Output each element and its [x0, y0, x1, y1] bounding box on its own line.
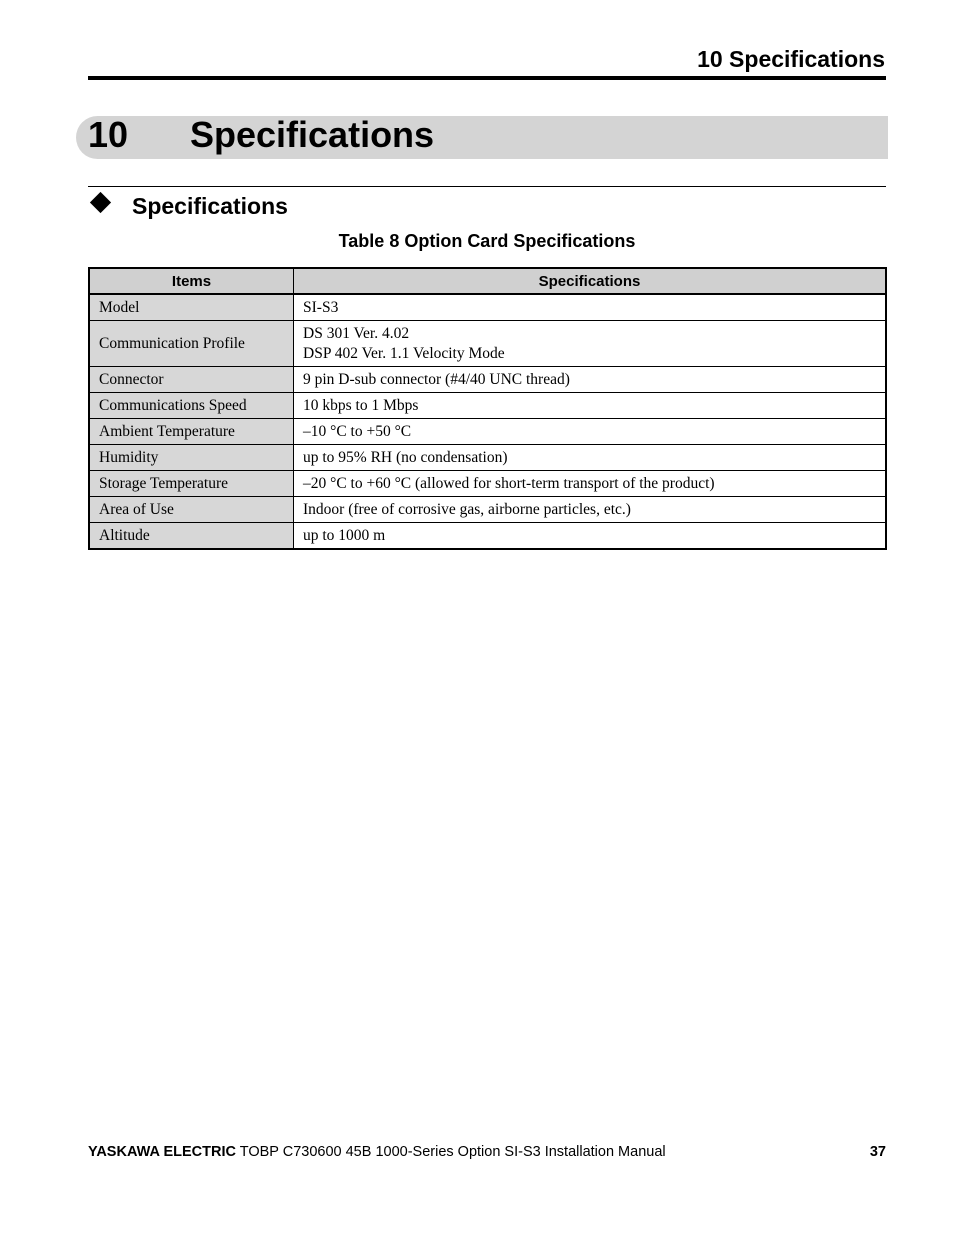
spec-line: DS 301 Ver. 4.02 [303, 325, 410, 342]
spec-line: 10 kbps to 1 Mbps [303, 397, 419, 414]
section-rule [88, 186, 886, 187]
row-item: Storage Temperature [89, 471, 294, 497]
table-row [89, 321, 886, 367]
row-item: Area of Use [89, 497, 294, 523]
row-item: Communication Profile [89, 321, 294, 367]
row-item: Model [89, 294, 294, 321]
table-row [89, 523, 886, 550]
running-header: 10 Specifications [697, 46, 885, 72]
row-spec [294, 294, 887, 321]
table-row [89, 497, 886, 523]
row-spec [294, 471, 887, 497]
table-row [89, 445, 886, 471]
table-row [89, 367, 886, 393]
footer-company: YASKAWA ELECTRIC [88, 1144, 236, 1160]
row-item: Ambient Temperature [89, 419, 294, 445]
header-items: Items [89, 268, 294, 294]
row-item: Altitude [89, 523, 294, 550]
table-caption: Table 8 Option Card Specifications [338, 231, 636, 251]
chapter-number: 10 [88, 114, 129, 155]
row-item: Communications Speed [89, 393, 294, 419]
spec-line: SI-S3 [303, 299, 339, 316]
table-header-row [89, 268, 886, 294]
row-spec [294, 497, 887, 523]
spec-line: Indoor (free of corrosive gas, airborne particles, etc.) [303, 501, 631, 518]
table-row [89, 471, 886, 497]
row-spec [294, 523, 887, 550]
spec-line: –20 °C to +60 °C (allowed for short-term transport of the product) [303, 475, 715, 492]
spec-line: up to 95% RH (no condensation) [303, 449, 508, 466]
table-row [89, 294, 886, 321]
header-specifications: Specifications [294, 268, 887, 294]
section-title: Specifications [132, 193, 288, 219]
row-spec [294, 367, 887, 393]
footer [88, 1142, 666, 1162]
header-rule [88, 76, 886, 80]
spec-line: 9 pin D-sub connector (#4/40 UNC thread) [303, 371, 570, 388]
specifications-table [88, 267, 887, 550]
chapter-title: Specifications [190, 114, 435, 155]
page-number: 37 [869, 1144, 886, 1160]
row-spec [294, 419, 887, 445]
row-spec [294, 445, 887, 471]
row-spec [294, 321, 887, 367]
footer-document: TOBP C730600 45B 1000-Series Option SI-S3 Installation Manual [235, 1144, 666, 1160]
row-item: Humidity [89, 445, 294, 471]
row-spec [294, 393, 887, 419]
table-row [89, 393, 886, 419]
table-row [89, 419, 886, 445]
spec-line: DSP 402 Ver. 1.1 Velocity Mode [303, 345, 505, 362]
spec-line: up to 1000 m [303, 527, 386, 544]
diamond-bullet-icon [90, 192, 111, 213]
row-item: Connector [89, 367, 294, 393]
spec-line: –10 °C to +50 °C [303, 423, 412, 440]
